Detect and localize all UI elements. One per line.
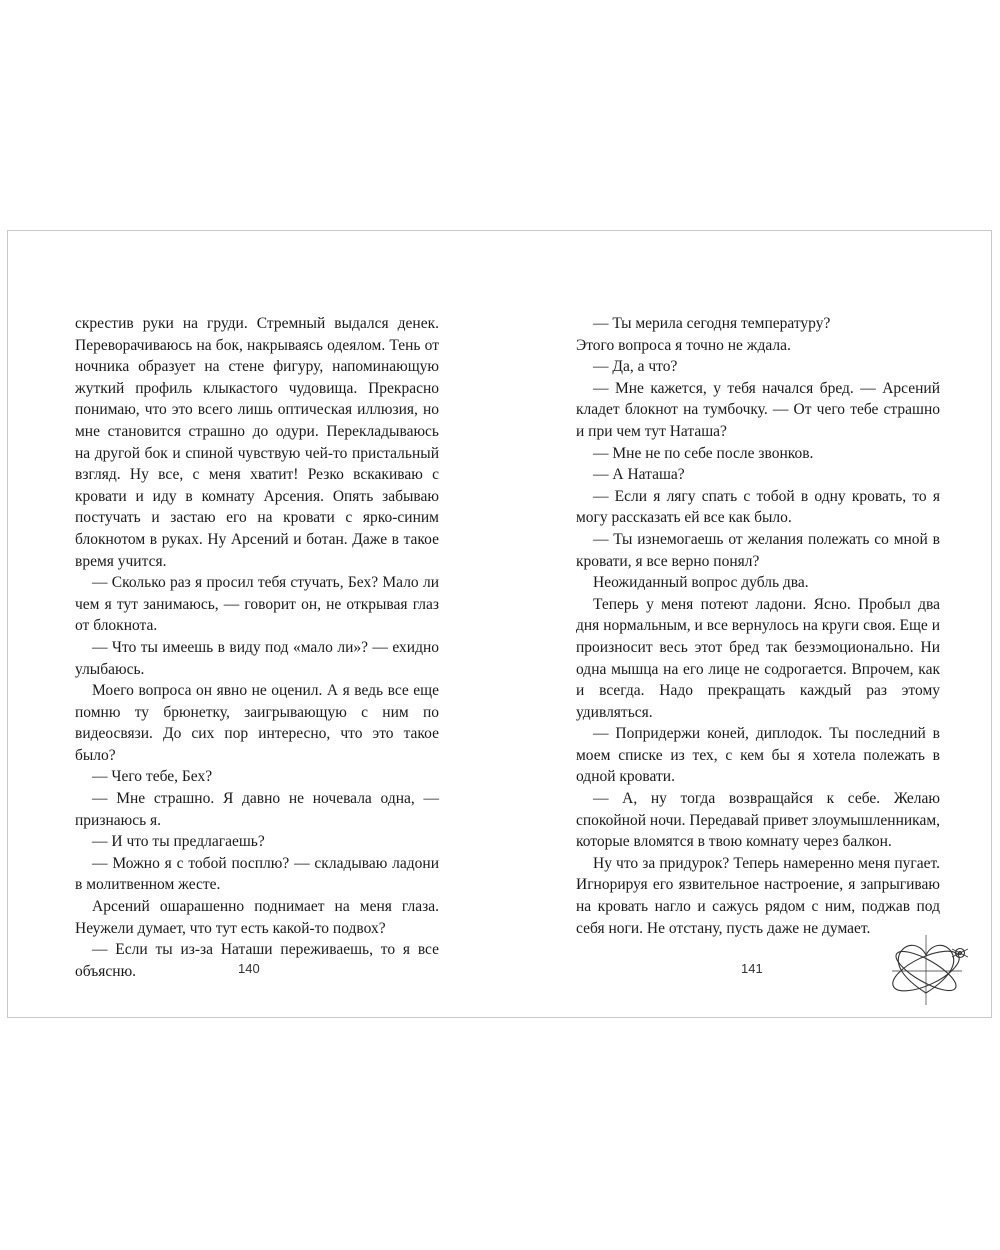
paragraph: Теперь у меня потеют ладони. Ясно. Пробыл два дня нормальным, и все вернулось на круги своя. Еще и произносит весь этот бред так безэмоционально. Ни одна мышца на его лице не содрогается. Впрочем, как и всегда. Надо прекращать каждый раз этому удивляться. (576, 595, 940, 721)
left-page-text (75, 313, 439, 982)
paragraph: Моего вопроса он явно не оценил. А я ведь все еще помню ту брюнетку, заигрывающую с ним по видеосвязи. До сих пор интересно, что это такое было? (75, 682, 439, 764)
paragraph: — Мне кажется, у тебя начался бред. — Арсений кладет блокнот на тумбочку. — От чего тебе страшно и при чем тут Наташа? (576, 379, 940, 440)
paragraph: — Ты изнемогаешь от желания полежать со мной в кровати, я все верно понял? (576, 530, 940, 570)
paragraph: — Можно я с тобой посплю? — складываю ладони в молитвенном жесте. (75, 854, 439, 894)
paragraph: — Что ты имеешь в виду под «мало ли»? — ехидно улыбаюсь. (75, 638, 439, 678)
paragraph: — Да, а что? (593, 358, 678, 376)
paragraph: Ну что за придурок? Теперь намеренно меня пугает. Игнорируя его язвительное настроение, я запрыгиваю на кровать нагло и сажусь рядом с ним, поджав под себя ноги. Не отстану, пусть даже не думает. (576, 854, 940, 937)
paragraph: Арсений ошарашенно поднимает на меня глаза. Неужели думает, что тут есть какой-то подвох? (75, 898, 439, 937)
paragraph: — Попридержи коней, диплодок. Ты последний в моем списке из тех, с кем бы я хотела полежать в одной кровати. (576, 725, 940, 786)
left-page (75, 313, 439, 982)
paragraph: — Если ты из-за Наташи переживаешь, то я все объясню. (75, 941, 439, 980)
paragraph: скрестив руки на груди. Стремный выдался денек. Переворачиваюсь на бок, накрываясь одеялом. Тень от ночника образует на стене фигуру, напоминающую жуткий профиль клыкастого чудовища. Прекрасно понимаю, что это всего лишь оптическая иллюзия, но мне становится страшно до одури. Перекладываюсь на другой бок и спиной чувствую чей-то пристальный взгляд. Ну все, с меня хватит! Резко вскакиваю с кровати и иду в комнату Арсения. Опять забываю постучать и застаю его на кровати с ярко-синим блокнотом в руках. Ну Арсений и ботан. Даже в такое время учится. (75, 315, 439, 570)
right-page-text (576, 313, 940, 939)
paragraph: — Мне не по себе после звонков. (593, 444, 814, 462)
paragraph: — А, ну тогда возвращайся к себе. Желаю спокойной ночи. Передавай привет злоумышленникам, которые вломятся в твою комнату через балкон. (576, 790, 941, 851)
paragraph: Неожиданный вопрос дубль два. (593, 574, 809, 592)
paragraph: — Сколько раз я просил тебя стучать, Бех? Мало ли чем я тут занимаюсь, — говорит он, не открывая глаз от блокнота. (75, 574, 439, 635)
orbit-heart-ornament-icon (882, 931, 978, 1007)
paragraph: — Чего тебе, Бех? (92, 768, 213, 786)
page-number-right: 141 (741, 961, 763, 976)
paragraph: Этого вопроса я точно не ждала. (576, 336, 791, 354)
paragraph: — Если я лягу спать с тобой в одну кровать, то я могу рассказать ей все как было. (576, 487, 940, 527)
paragraph: — И что ты предлагаешь? (92, 833, 265, 851)
book-spread (7, 230, 992, 1018)
paragraph: — А Наташа? (593, 466, 685, 484)
right-page (576, 313, 940, 939)
paragraph: — Ты мерила сегодня температуру? (593, 315, 831, 332)
paragraph: — Мне страшно. Я давно не ночевала одна, — признаюсь я. (75, 790, 439, 829)
page-number-left: 140 (238, 961, 260, 976)
